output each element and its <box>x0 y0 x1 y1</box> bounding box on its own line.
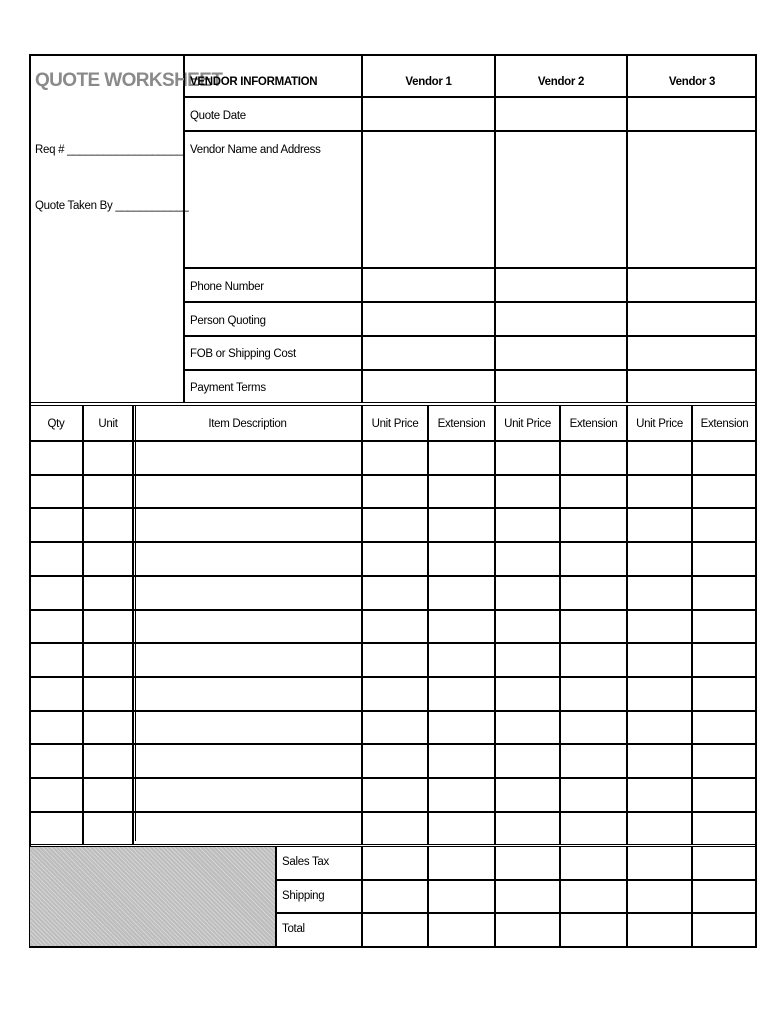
item-row-cell[interactable] <box>627 812 692 845</box>
item-row-cell[interactable] <box>495 711 560 744</box>
item-row-cell[interactable] <box>133 677 362 711</box>
item-row-cell[interactable] <box>692 711 757 744</box>
vendor-1-info-cell[interactable] <box>362 97 495 131</box>
item-row-cell[interactable] <box>428 610 495 643</box>
vendor-3-info-cell[interactable] <box>627 97 757 131</box>
item-row-cell[interactable] <box>133 643 362 677</box>
item-row-cell[interactable] <box>29 441 83 475</box>
vendor-2-info-cell[interactable] <box>495 131 627 268</box>
totals-value-cell[interactable] <box>627 880 692 913</box>
item-row-cell[interactable] <box>560 643 627 677</box>
item-row-cell[interactable] <box>627 508 692 542</box>
item-row-cell[interactable] <box>362 475 428 508</box>
item-row-cell[interactable] <box>495 744 560 778</box>
item-row-cell[interactable] <box>560 677 627 711</box>
item-row-cell[interactable] <box>560 508 627 542</box>
item-row-cell[interactable] <box>362 542 428 576</box>
item-row-cell[interactable] <box>29 475 83 508</box>
vendor-row-label: Payment Terms <box>190 382 266 394</box>
item-row-cell[interactable] <box>133 576 362 610</box>
vendor-2-info-cell[interactable] <box>495 97 627 131</box>
header-block <box>29 54 184 403</box>
vendor-3-info-cell[interactable] <box>627 370 757 403</box>
item-row-cell[interactable] <box>29 576 83 610</box>
item-row-cell[interactable] <box>29 542 83 576</box>
item-column-header: Unit <box>98 418 118 430</box>
item-row-cell[interactable] <box>83 441 133 475</box>
vendor-2-info-cell[interactable] <box>495 336 627 370</box>
item-row-cell[interactable] <box>692 441 757 475</box>
item-column-header: Extension <box>437 418 486 430</box>
totals-value-cell[interactable] <box>362 846 428 880</box>
item-row-cell[interactable] <box>495 576 560 610</box>
vendor-1-info-cell[interactable] <box>362 370 495 403</box>
item-row-cell[interactable] <box>362 576 428 610</box>
item-column-header: Unit Price <box>636 418 683 430</box>
item-row-cell[interactable] <box>428 677 495 711</box>
item-row-cell[interactable] <box>83 576 133 610</box>
vendor-1-info-cell[interactable] <box>362 336 495 370</box>
item-row-cell[interactable] <box>428 812 495 845</box>
item-row-cell[interactable] <box>495 475 560 508</box>
item-row-cell[interactable] <box>83 475 133 508</box>
item-row-cell[interactable] <box>627 475 692 508</box>
totals-value-cell[interactable] <box>428 880 495 913</box>
item-row-cell[interactable] <box>627 744 692 778</box>
vendor-2-info-cell[interactable] <box>495 302 627 336</box>
item-row-cell[interactable] <box>560 576 627 610</box>
item-row-cell[interactable] <box>83 610 133 643</box>
item-row-cell[interactable] <box>428 711 495 744</box>
item-row-cell[interactable] <box>362 677 428 711</box>
item-row-cell[interactable] <box>627 610 692 643</box>
item-row-cell[interactable] <box>627 542 692 576</box>
vendor-row-label: Quote Date <box>190 110 246 122</box>
item-row-cell[interactable] <box>428 643 495 677</box>
vendor-2-info-cell[interactable] <box>495 268 627 302</box>
item-row-cell[interactable] <box>627 441 692 475</box>
vendor-row-label: Phone Number <box>190 281 264 293</box>
item-row-cell[interactable] <box>83 508 133 542</box>
item-column-header: Qty <box>47 418 65 430</box>
item-row-cell[interactable] <box>692 778 757 812</box>
item-row-cell[interactable] <box>560 812 627 845</box>
item-row-cell[interactable] <box>83 812 133 845</box>
totals-value-cell[interactable] <box>627 846 692 880</box>
item-row-cell[interactable] <box>495 812 560 845</box>
item-row-cell[interactable] <box>428 441 495 475</box>
item-row-cell[interactable] <box>692 744 757 778</box>
vendor-1-heading: Vendor 1 <box>405 76 452 88</box>
totals-value-cell[interactable] <box>692 913 757 947</box>
item-row-cell[interactable] <box>692 677 757 711</box>
totals-value-cell[interactable] <box>495 913 560 947</box>
item-row-cell[interactable] <box>362 441 428 475</box>
totals-value-cell[interactable] <box>560 846 627 880</box>
item-row-cell[interactable] <box>627 576 692 610</box>
item-row-cell[interactable] <box>133 778 362 812</box>
item-row-cell[interactable] <box>29 677 83 711</box>
item-row-cell[interactable] <box>428 778 495 812</box>
item-column-header: Unit Price <box>504 418 551 430</box>
item-row-cell[interactable] <box>692 542 757 576</box>
item-row-cell[interactable] <box>29 778 83 812</box>
shaded-blank-area <box>29 846 276 947</box>
item-row-cell[interactable] <box>560 542 627 576</box>
vendor-row-label: FOB or Shipping Cost <box>190 348 296 360</box>
totals-value-cell[interactable] <box>428 913 495 947</box>
vendor-row-label: Vendor Name and Address <box>190 144 321 156</box>
item-row-cell[interactable] <box>362 812 428 845</box>
item-row-cell[interactable] <box>428 744 495 778</box>
item-row-cell[interactable] <box>428 475 495 508</box>
item-row-cell[interactable] <box>133 475 362 508</box>
item-row-cell[interactable] <box>495 677 560 711</box>
item-row-cell[interactable] <box>495 508 560 542</box>
item-row-cell[interactable] <box>362 508 428 542</box>
item-row-cell[interactable] <box>692 643 757 677</box>
vendor-row-label: Person Quoting <box>190 315 266 327</box>
vendor-2-heading: Vendor 2 <box>537 76 585 88</box>
item-row-cell[interactable] <box>495 441 560 475</box>
vendor-1-info-cell[interactable] <box>362 268 495 302</box>
item-column-header: Extension <box>569 418 618 430</box>
item-row-cell[interactable] <box>83 677 133 711</box>
item-row-cell[interactable] <box>83 711 133 744</box>
totals-value-cell[interactable] <box>627 913 692 947</box>
item-row-cell[interactable] <box>560 610 627 643</box>
item-row-cell[interactable] <box>83 778 133 812</box>
item-row-cell[interactable] <box>560 778 627 812</box>
item-column-header: Item Description <box>208 418 287 430</box>
item-row-cell[interactable] <box>362 711 428 744</box>
item-row-cell[interactable] <box>133 441 362 475</box>
totals-value-cell[interactable] <box>692 880 757 913</box>
item-row-cell[interactable] <box>627 677 692 711</box>
vendor-info-heading: VENDOR INFORMATION <box>190 76 318 88</box>
item-column-header: Extension <box>700 418 749 430</box>
req-number-field: Req # ___________________ <box>35 144 183 156</box>
item-row-cell[interactable] <box>495 643 560 677</box>
item-row-cell[interactable] <box>495 778 560 812</box>
item-row-cell[interactable] <box>692 576 757 610</box>
item-column-header: Unit Price <box>371 418 419 430</box>
item-row-cell[interactable] <box>428 576 495 610</box>
item-row-cell[interactable] <box>362 643 428 677</box>
item-row-cell[interactable] <box>627 711 692 744</box>
totals-value-cell[interactable] <box>362 880 428 913</box>
totals-value-cell[interactable] <box>692 846 757 880</box>
totals-label: Shipping <box>282 890 325 902</box>
item-row-cell[interactable] <box>560 711 627 744</box>
item-row-cell[interactable] <box>29 508 83 542</box>
item-row-cell[interactable] <box>362 744 428 778</box>
item-row-cell[interactable] <box>428 542 495 576</box>
totals-value-cell[interactable] <box>362 913 428 947</box>
totals-label: Total <box>282 923 305 935</box>
item-row-cell[interactable] <box>29 610 83 643</box>
totals-value-cell[interactable] <box>560 880 627 913</box>
item-row-cell[interactable] <box>627 778 692 812</box>
item-row-cell[interactable] <box>133 508 362 542</box>
vendor-3-info-cell[interactable] <box>627 131 757 268</box>
item-row-cell[interactable] <box>627 643 692 677</box>
item-row-cell[interactable] <box>560 744 627 778</box>
item-row-cell[interactable] <box>133 711 362 744</box>
item-row-cell[interactable] <box>495 610 560 643</box>
item-row-cell[interactable] <box>133 610 362 643</box>
item-row-cell[interactable] <box>428 508 495 542</box>
item-row-cell[interactable] <box>362 778 428 812</box>
item-row-cell[interactable] <box>29 643 83 677</box>
item-row-cell[interactable] <box>83 643 133 677</box>
vendor-1-info-cell[interactable] <box>362 302 495 336</box>
item-row-cell[interactable] <box>83 542 133 576</box>
item-row-cell[interactable] <box>29 711 83 744</box>
item-row-cell[interactable] <box>83 744 133 778</box>
vendor-1-info-cell[interactable] <box>362 131 495 268</box>
vendor-3-info-cell[interactable] <box>627 268 757 302</box>
item-row-cell[interactable] <box>133 812 362 845</box>
totals-value-cell[interactable] <box>495 846 560 880</box>
vendor-2-info-cell[interactable] <box>495 370 627 403</box>
item-row-cell[interactable] <box>692 812 757 845</box>
page-title: QUOTE WORKSHEET <box>35 70 223 91</box>
item-row-cell[interactable] <box>560 441 627 475</box>
item-row-cell[interactable] <box>29 744 83 778</box>
totals-value-cell[interactable] <box>560 913 627 947</box>
item-row-cell[interactable] <box>692 508 757 542</box>
vendor-3-info-cell[interactable] <box>627 302 757 336</box>
totals-label: Sales Tax <box>282 856 329 868</box>
quote-taken-by-field: Quote Taken By ____________ <box>35 200 189 212</box>
item-row-cell[interactable] <box>495 542 560 576</box>
item-row-cell[interactable] <box>29 812 83 845</box>
item-row-cell[interactable] <box>560 475 627 508</box>
item-row-cell[interactable] <box>133 744 362 778</box>
item-row-cell[interactable] <box>692 610 757 643</box>
vendor-3-heading: Vendor 3 <box>668 76 716 88</box>
item-row-cell[interactable] <box>692 475 757 508</box>
item-row-cell[interactable] <box>133 542 362 576</box>
vendor-3-info-cell[interactable] <box>627 336 757 370</box>
totals-value-cell[interactable] <box>495 880 560 913</box>
item-row-cell[interactable] <box>362 610 428 643</box>
totals-value-cell[interactable] <box>428 846 495 880</box>
